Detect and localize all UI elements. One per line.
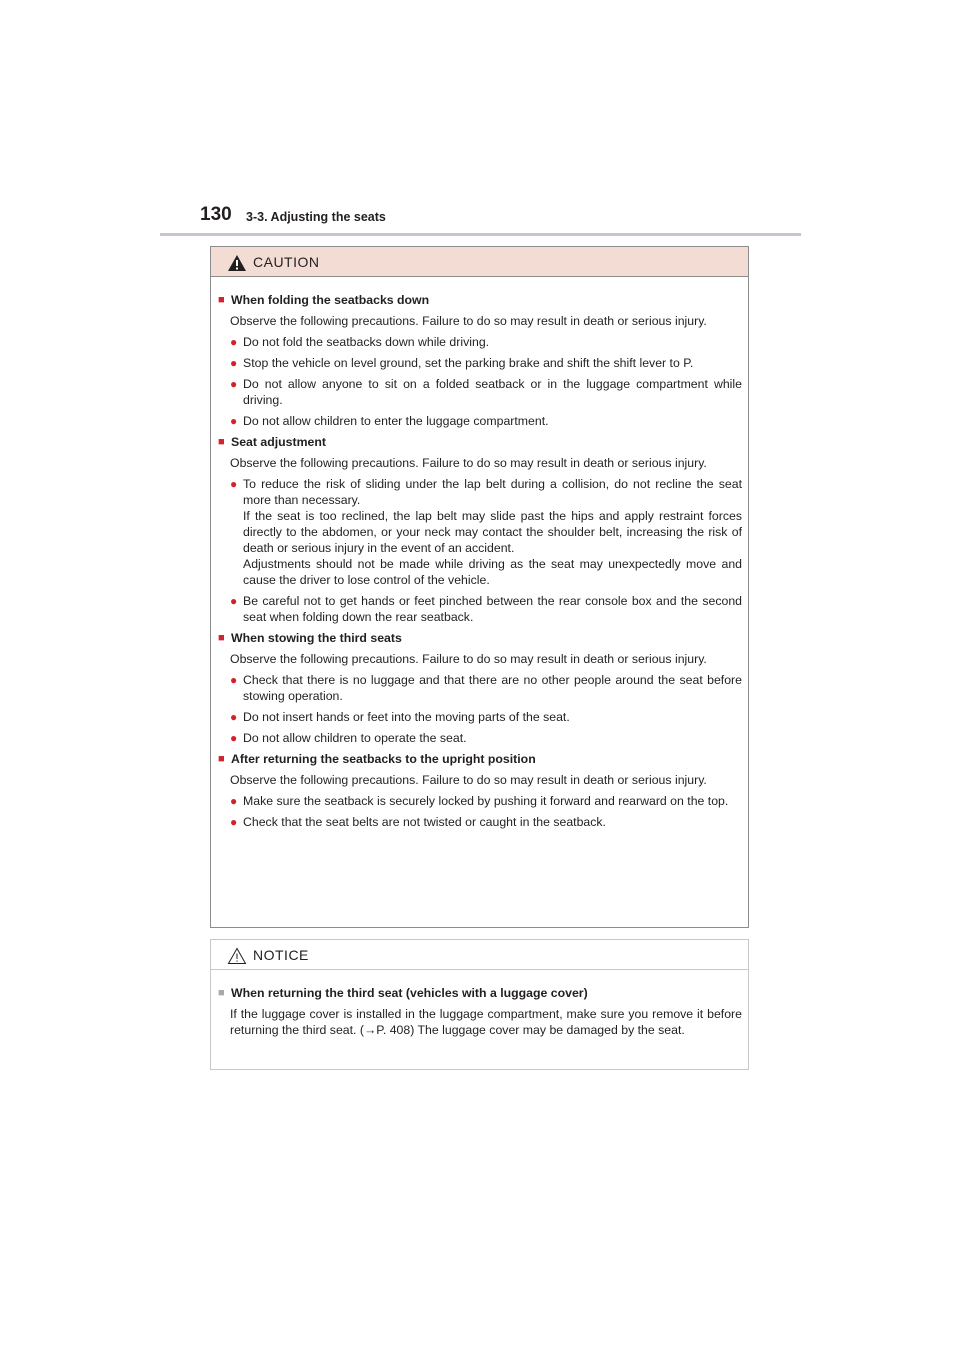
topic-intro: Observe the following precautions. Failure to do so may result in death or serious injury. <box>230 314 707 328</box>
notice-body <box>211 970 748 1038</box>
bullet-icon: ● <box>230 377 238 391</box>
list-item <box>230 709 742 725</box>
list-item-text: To reduce the risk of sliding under the lap belt during a collision, do not recline the seat more than necessary. If the seat is too reclined, the lap belt may slide past the hips and apply restraint forces directly to the abdomen, or your neck may contact the shoulder belt, increasing the risk of death or serious injury in the event of an accident. Adjustments should not be made while driving as the seat may unexpectedly move and cause the driver to lose control of the vehicle. <box>243 477 742 587</box>
list-item-text: Do not allow children to operate the seat. <box>243 731 467 745</box>
topic-heading-text: Seat adjustment <box>231 435 326 449</box>
topic-heading <box>218 751 742 767</box>
square-bullet-icon: ■ <box>218 987 225 999</box>
bullet-icon: ● <box>230 594 238 608</box>
notice-header <box>211 940 748 970</box>
bullet-icon: ● <box>230 477 238 491</box>
caution-body <box>211 277 748 830</box>
caution-box <box>210 246 749 928</box>
topic-heading <box>218 434 742 450</box>
list-item-text: Check that the seat belts are not twisted or caught in the seatback. <box>243 815 606 829</box>
list-item <box>230 814 742 830</box>
topic-heading <box>218 985 742 1001</box>
topic-heading <box>218 292 742 308</box>
list-item-text: Check that there is no luggage and that there are no other people around the seat before stowing operation. <box>243 673 742 703</box>
bullet-icon: ● <box>230 356 238 370</box>
bullet-icon: ● <box>230 414 238 428</box>
topic-intro: Observe the following precautions. Failure to do so may result in death or serious injury. <box>230 652 707 666</box>
topic-heading-text: After returning the seatbacks to the upright position <box>231 752 536 766</box>
section-title: 3-3. Adjusting the seats <box>246 210 386 224</box>
topic-heading-text: When stowing the third seats <box>231 631 402 645</box>
list-item <box>230 593 742 625</box>
bullet-icon: ● <box>230 673 238 687</box>
notice-triangle-icon <box>227 947 247 965</box>
topic-heading-text: When folding the seatbacks down <box>231 293 430 307</box>
topic-intro: Observe the following precautions. Failure to do so may result in death or serious injury. <box>230 456 707 470</box>
topic-heading <box>218 630 742 646</box>
list-item <box>230 476 742 588</box>
list-item-text: Be careful not to get hands or feet pinched between the rear console box and the second seat when folding down the rear seatback. <box>243 594 742 624</box>
square-bullet-icon: ■ <box>218 436 225 448</box>
topic-intro: Observe the following precautions. Failure to do so may result in death or serious injury. <box>230 773 707 787</box>
list-item <box>230 793 742 809</box>
list-item-text: Do not fold the seatbacks down while driving. <box>243 335 490 349</box>
list-item <box>230 376 742 408</box>
bullet-icon: ● <box>230 815 238 829</box>
list-item-text: Do not insert hands or feet into the moving parts of the seat. <box>243 710 570 724</box>
list-item <box>230 672 742 704</box>
warning-triangle-icon <box>227 254 247 272</box>
notice-title: NOTICE <box>253 947 309 963</box>
bullet-icon: ● <box>230 710 238 724</box>
header-rule <box>160 233 801 236</box>
square-bullet-icon: ■ <box>218 632 225 644</box>
list-item <box>230 413 742 429</box>
square-bullet-icon: ■ <box>218 294 225 306</box>
caution-header <box>211 247 748 277</box>
list-item <box>230 334 742 350</box>
bullet-icon: ● <box>230 794 238 808</box>
list-item <box>230 355 742 371</box>
list-item <box>230 730 742 746</box>
list-item-text: Do not allow anyone to sit on a folded seatback or in the luggage compartment while driving. <box>243 377 742 407</box>
page-header <box>160 204 801 236</box>
notice-box <box>210 939 749 1070</box>
bullet-icon: ● <box>230 731 238 745</box>
square-bullet-icon: ■ <box>218 753 225 765</box>
caution-title: CAUTION <box>253 254 320 270</box>
list-item-text: Do not allow children to enter the luggage compartment. <box>243 414 549 428</box>
bullet-icon: ● <box>230 335 238 349</box>
page-number: 130 <box>200 204 232 225</box>
list-item-text: Stop the vehicle on level ground, set the parking brake and shift the shift lever to P. <box>243 356 694 370</box>
topic-intro: If the luggage cover is installed in the luggage compartment, make sure you remove it before returning the third seat. (→P. 408) The luggage cover may be damaged by the seat. <box>230 1007 742 1037</box>
list-item-text: Make sure the seatback is securely locked by pushing it forward and rearward on the top. <box>243 794 729 808</box>
topic-heading-text: When returning the third seat (vehicles with a luggage cover) <box>231 986 588 1000</box>
